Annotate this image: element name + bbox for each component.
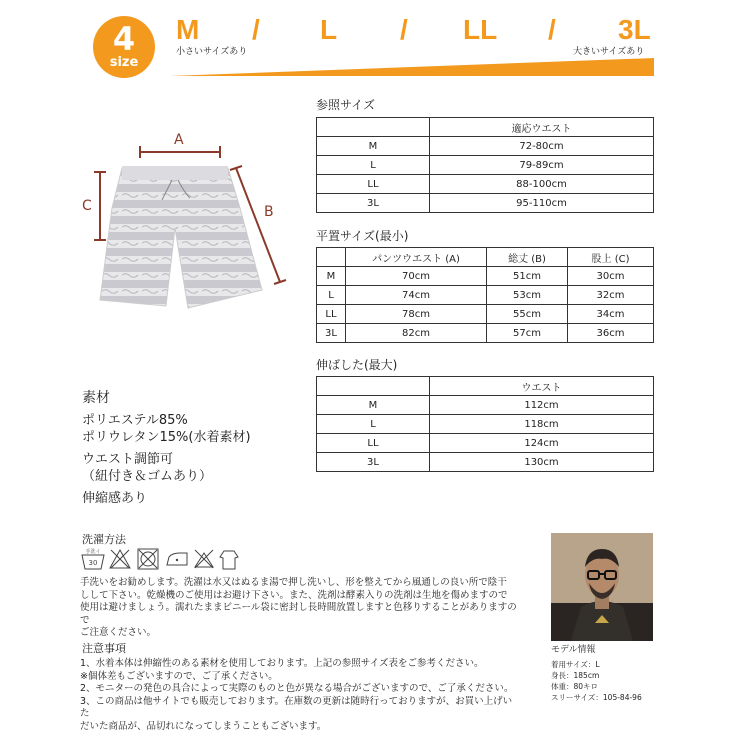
no-tumble-dry-icon bbox=[136, 547, 160, 571]
table-cell: 130cm bbox=[430, 453, 654, 472]
flat-size-table bbox=[316, 247, 654, 343]
table-cell: L bbox=[317, 156, 430, 175]
table-cell: 88-100cm bbox=[430, 175, 654, 194]
note-line: 3、この商品は他サイトでも販売しております。在庫数の更新は随時行っておりますが、お買い上げいた bbox=[80, 695, 513, 719]
table-cell: パンツウエスト (A) bbox=[346, 248, 487, 267]
table-row bbox=[317, 286, 654, 305]
table-cell: M bbox=[317, 137, 430, 156]
large-size-note: 大きいサイズあり bbox=[573, 47, 645, 57]
size-separator: / bbox=[252, 14, 260, 45]
hand-wash-temp: 30 bbox=[88, 559, 98, 567]
table-cell: 総丈 (B) bbox=[487, 248, 568, 267]
table-cell: 3L bbox=[317, 324, 346, 343]
table-row bbox=[317, 156, 654, 175]
washing-line: しして下さい。乾燥機のご使用はお避け下さい。また、洗剤は酵素入りの洗剤は生地を傷めますので bbox=[80, 589, 508, 601]
table-row bbox=[317, 396, 654, 415]
washing-line: 手洗いをお勧めします。洗濯は水又はぬるま湯で押し洗いし、形を整えてから風通しの良い所で陰干 bbox=[80, 577, 507, 588]
table-cell: 72-80cm bbox=[430, 137, 654, 156]
measure-b-label: B bbox=[264, 204, 274, 220]
hand-wash-icon bbox=[80, 547, 106, 571]
washing-instructions bbox=[80, 577, 520, 640]
hand-wash-label: 手洗イ bbox=[85, 549, 101, 555]
table-cell: 118cm bbox=[430, 415, 654, 434]
table-row bbox=[317, 137, 654, 156]
notes-list bbox=[80, 658, 520, 733]
table-cell: 55cm bbox=[487, 305, 568, 324]
table-cell: 3L bbox=[317, 194, 430, 213]
table-header-row bbox=[317, 248, 654, 267]
table-header-row bbox=[317, 377, 654, 396]
model-three-size: スリーサイズ：105-84-96 bbox=[551, 693, 642, 702]
table-cell: M bbox=[317, 396, 430, 415]
measure-c-line bbox=[94, 172, 106, 240]
table-cell: 70cm bbox=[346, 267, 487, 286]
small-size-note: 小さいサイズあり bbox=[176, 47, 248, 57]
note-line: 1、水着本体は伸縮性のある素材を使用しております。上記の参照サイズ表をご参考ください。 bbox=[80, 658, 484, 669]
shorts-diagram bbox=[80, 128, 300, 328]
size-ll: LL bbox=[463, 14, 498, 45]
model-height: 身長：185cm bbox=[551, 671, 600, 680]
table-cell: LL bbox=[317, 305, 346, 324]
size-separator: / bbox=[400, 14, 408, 45]
material-line: ウエスト調節可 bbox=[82, 452, 174, 467]
material-title: 素材 bbox=[82, 390, 110, 406]
table-cell: 95-110cm bbox=[430, 194, 654, 213]
size-m: M bbox=[176, 14, 200, 45]
stretched-size-title: 伸ばした(最大) bbox=[316, 358, 398, 372]
table-cell: 82cm bbox=[346, 324, 487, 343]
note-line: 2、モニターの発色の具合によって実際のものと色が異なる場合がございますので、ご了承ください。 bbox=[80, 683, 514, 694]
table-cell: 78cm bbox=[346, 305, 487, 324]
table-cell bbox=[317, 248, 346, 267]
table-cell: LL bbox=[317, 175, 430, 194]
table-cell: 3L bbox=[317, 453, 430, 472]
table-cell: 34cm bbox=[568, 305, 654, 324]
table-cell: 53cm bbox=[487, 286, 568, 305]
table-cell: 32cm bbox=[568, 286, 654, 305]
table-cell: 51cm bbox=[487, 267, 568, 286]
table-cell bbox=[317, 118, 430, 137]
note-line: ※個体差もございますので、ご了承ください。 bbox=[80, 670, 278, 682]
table-cell: 74cm bbox=[346, 286, 487, 305]
care-icons bbox=[80, 547, 240, 571]
table-cell: 79-89cm bbox=[430, 156, 654, 175]
note-line: だいた商品が、品切れになってしまうこともございます。 bbox=[80, 720, 327, 732]
table-header-row bbox=[317, 118, 654, 137]
material-line: （紐付き＆ゴムあり） bbox=[82, 469, 213, 484]
table-row bbox=[317, 194, 654, 213]
table-row bbox=[317, 415, 654, 434]
notes-title: 注意事項 bbox=[82, 642, 126, 655]
stretched-size-table bbox=[316, 376, 654, 472]
model-wearing-size: 着用サイズ：L bbox=[551, 660, 600, 669]
model-info-title: モデル情報 bbox=[551, 645, 596, 655]
table-cell: 124cm bbox=[430, 434, 654, 453]
reference-size-table bbox=[316, 117, 654, 213]
table-row bbox=[317, 434, 654, 453]
washing-line: 使用は避けましょう。濡れたままビニール袋に密封し長時間放置しますと色移りすることがありますので bbox=[80, 602, 517, 626]
washing-title: 洗濯方法 bbox=[82, 533, 126, 546]
model-photo bbox=[551, 533, 653, 641]
low-iron-icon bbox=[164, 547, 190, 571]
material-line: 伸縮感あり bbox=[82, 491, 148, 506]
table-cell: 適応ウエスト bbox=[430, 118, 654, 137]
reference-size-title: 参照サイズ bbox=[316, 98, 376, 112]
table-row bbox=[317, 324, 654, 343]
size-count-label: size bbox=[109, 55, 139, 70]
table-cell: 股上 (C) bbox=[568, 248, 654, 267]
line-dry-icon bbox=[218, 547, 240, 571]
table-cell: L bbox=[317, 415, 430, 434]
table-row bbox=[317, 267, 654, 286]
table-row bbox=[317, 305, 654, 324]
size-l: L bbox=[320, 14, 338, 45]
size-gradient-bar bbox=[170, 54, 660, 78]
table-cell: 112cm bbox=[430, 396, 654, 415]
measure-a-label: A bbox=[174, 132, 184, 148]
no-dry-clean-icon bbox=[192, 547, 216, 571]
washing-line: ご注意ください。 bbox=[80, 627, 157, 638]
size-separator: / bbox=[548, 14, 556, 45]
table-cell: 36cm bbox=[568, 324, 654, 343]
table-cell: M bbox=[317, 267, 346, 286]
no-bleach-icon bbox=[108, 547, 132, 571]
size-count-number: 4 bbox=[112, 20, 136, 58]
size-3l: 3L bbox=[618, 14, 651, 45]
table-cell: L bbox=[317, 286, 346, 305]
measure-c-label: C bbox=[82, 198, 92, 214]
table-cell: 57cm bbox=[487, 324, 568, 343]
model-weight: 体重：80キロ bbox=[551, 682, 599, 691]
material-line: ポリエステル85% bbox=[82, 413, 188, 428]
material-line: ポリウレタン15%(水着素材) bbox=[82, 430, 251, 445]
table-cell: 30cm bbox=[568, 267, 654, 286]
table-row bbox=[317, 175, 654, 194]
table-row bbox=[317, 453, 654, 472]
table-cell: ウエスト bbox=[430, 377, 654, 396]
flat-size-title: 平置サイズ(最小) bbox=[316, 229, 409, 243]
table-cell: LL bbox=[317, 434, 430, 453]
table-cell bbox=[317, 377, 430, 396]
shorts-image bbox=[100, 166, 262, 308]
